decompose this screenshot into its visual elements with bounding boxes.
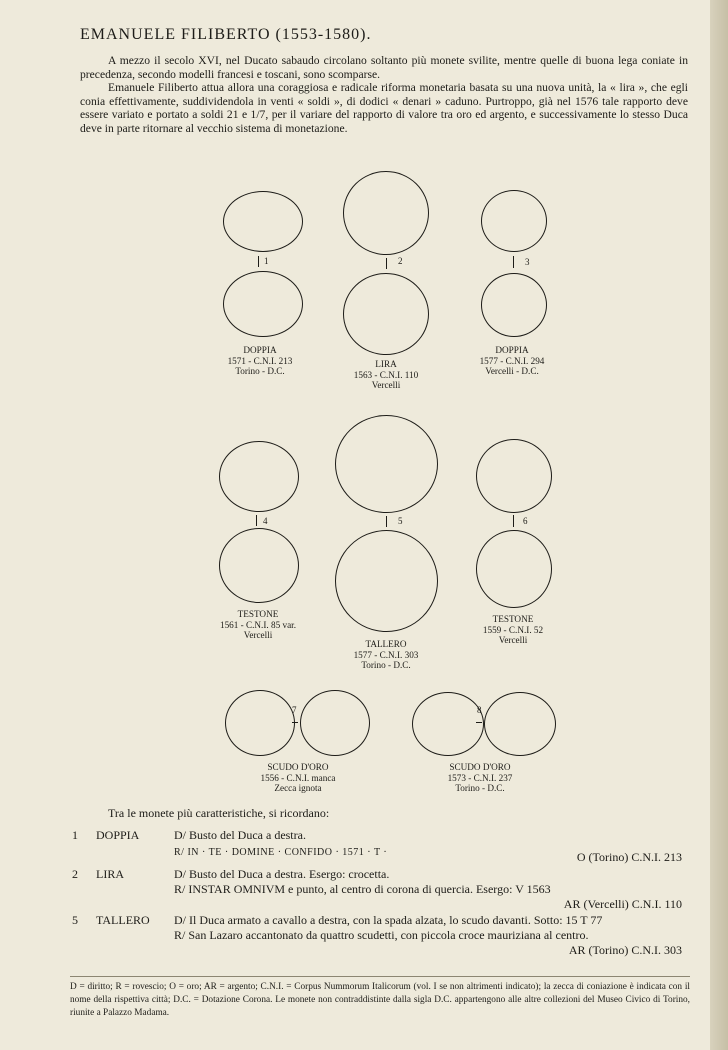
coin-8-reverse <box>484 692 556 756</box>
entry-name: TALLERO <box>96 913 150 927</box>
coin-8-number: 8 <box>477 705 482 715</box>
coin-6-number: 6 <box>523 516 528 526</box>
coin-2-reverse <box>343 273 429 355</box>
entry-name: LIRA <box>96 867 124 881</box>
entry-reverse: R/ San Lazaro accantonato da quattro scudetti, con piccola croce mauriziana al centro. <box>174 928 589 942</box>
page-edge <box>710 0 728 1050</box>
coin-3-caption: DOPPIA 1577 - C.N.I. 294 Vercelli - D.C. <box>479 345 545 377</box>
page-title: EMANUELE FILIBERTO (1553-1580). <box>80 26 372 43</box>
coin-2-number: 2 <box>398 256 403 266</box>
coin-6-connector <box>513 515 514 527</box>
coin-5-number: 5 <box>398 516 403 526</box>
entry-obverse: D/ Busto del Duca a destra. Esergo: crocetta. <box>174 867 390 881</box>
coin-5-connector <box>386 516 387 527</box>
footnote: D = diritto; R = rovescio; O = oro; AR = argento; C.N.I. = Corpus Nummorum Italicorum (vol. I se non altrimenti indicato); la zecca di coniazione è indicata con il nome della rispettiva città; D.C. = Dotazione Corona. Le monete non contraddistinte dalla sigla D.C. appartengono alle altre collezioni del Museo Civico di Torino, riunite a Palazzo Madama. <box>70 982 690 1018</box>
entry-obverse: D/ Il Duca armato a cavallo a destra, con la spada alzata, lo scudo davanti. Sotto: 15 T 77 <box>174 913 603 927</box>
entry-reference: AR (Vercelli) C.N.I. 110 <box>563 897 682 911</box>
entry-reverse: R/ IN · TE · DOMINE · CONFIDO · 1571 · T · <box>174 847 388 858</box>
coin-8-caption: SCUDO D'ORO 1573 - C.N.I. 237 Torino - D.C. <box>447 762 513 794</box>
coin-1-number: 1 <box>264 256 269 266</box>
entry-name: DOPPIA <box>96 828 140 842</box>
coin-1-reverse <box>223 271 303 337</box>
entry-obverse: D/ Busto del Duca a destra. <box>174 828 306 842</box>
intro-text <box>80 54 688 136</box>
coin-7-number: 7 <box>292 705 297 715</box>
coin-7-obverse <box>225 690 295 756</box>
coin-8-obverse <box>412 692 484 756</box>
coin-8-connector <box>476 722 482 723</box>
coin-4-connector <box>256 515 257 526</box>
list-intro: Tra le monete più caratteristiche, si ricordano: <box>108 806 330 820</box>
coin-7-caption: SCUDO D'ORO 1556 - C.N.I. manca Zecca ignota <box>260 762 336 794</box>
coin-3-connector <box>513 256 514 268</box>
coin-5-obverse <box>335 415 438 513</box>
coin-5-caption: TALLERO 1577 - C.N.I. 303 Torino - D.C. <box>353 639 419 671</box>
coin-7-connector <box>292 722 298 723</box>
intro-paragraph-2: Emanuele Filiberto attua allora una coraggiosa e radicale riforma monetaria basata su una nuova unità, la « lira », che egli conia effettivamente, suddividendola in venti « soldi », di dodici « denari » caduno. Purtroppo, già nel 1576 tale rapporto deve essere variato e portato a soldi 21 e 1/7, per il variare del rapporto di valore tra oro ed argento, e successivamente lo stesso Duca deve in parte ritornare al vecchio sistema di monetazione. <box>80 81 688 135</box>
coin-2-connector <box>386 258 387 269</box>
entry-reverse: R/ INSTAR OMNIVM e punto, al centro di corona di quercia. Esergo: V 1563 <box>174 882 551 896</box>
coin-4-obverse <box>219 441 299 512</box>
entry-lira <box>72 867 694 911</box>
coin-3-number: 3 <box>525 257 530 267</box>
coin-6-caption: TESTONE 1559 - C.N.I. 52 Vercelli <box>482 614 544 646</box>
entry-number: 2 <box>72 867 78 881</box>
coin-4-number: 4 <box>263 516 268 526</box>
coin-4-caption: TESTONE 1561 - C.N.I. 85 var. Vercelli <box>219 609 297 641</box>
coin-4-reverse <box>219 528 299 603</box>
footnote-divider <box>70 976 690 977</box>
coin-3-obverse <box>481 190 547 252</box>
coin-1-caption: DOPPIA 1571 - C.N.I. 213 Torino - D.C. <box>227 345 293 377</box>
coin-2-caption: LIRA 1563 - C.N.I. 110 Vercelli <box>353 359 419 391</box>
entry-number: 5 <box>72 913 78 927</box>
coin-3-reverse <box>481 273 547 337</box>
coin-2-obverse <box>343 171 429 255</box>
coin-6-reverse <box>476 530 552 608</box>
coin-7-reverse <box>300 690 370 756</box>
entry-doppia <box>72 828 694 862</box>
entry-tallero <box>72 913 694 961</box>
coin-1-obverse <box>223 191 303 252</box>
entry-number: 1 <box>72 828 78 842</box>
coin-5-reverse <box>335 530 438 632</box>
coin-1-connector <box>258 256 259 267</box>
entry-reference: AR (Torino) C.N.I. 303 <box>568 943 682 957</box>
entry-reference: O (Torino) C.N.I. 213 <box>576 850 682 864</box>
intro-paragraph-1: A mezzo il secolo XVI, nel Ducato sabaudo circolano soltanto più monete svilite, mentre quelle di buona lega coniate in precedenza, secondo modelli francesi e toscani, sono scomparse. <box>80 54 688 81</box>
coin-6-obverse <box>476 439 552 513</box>
